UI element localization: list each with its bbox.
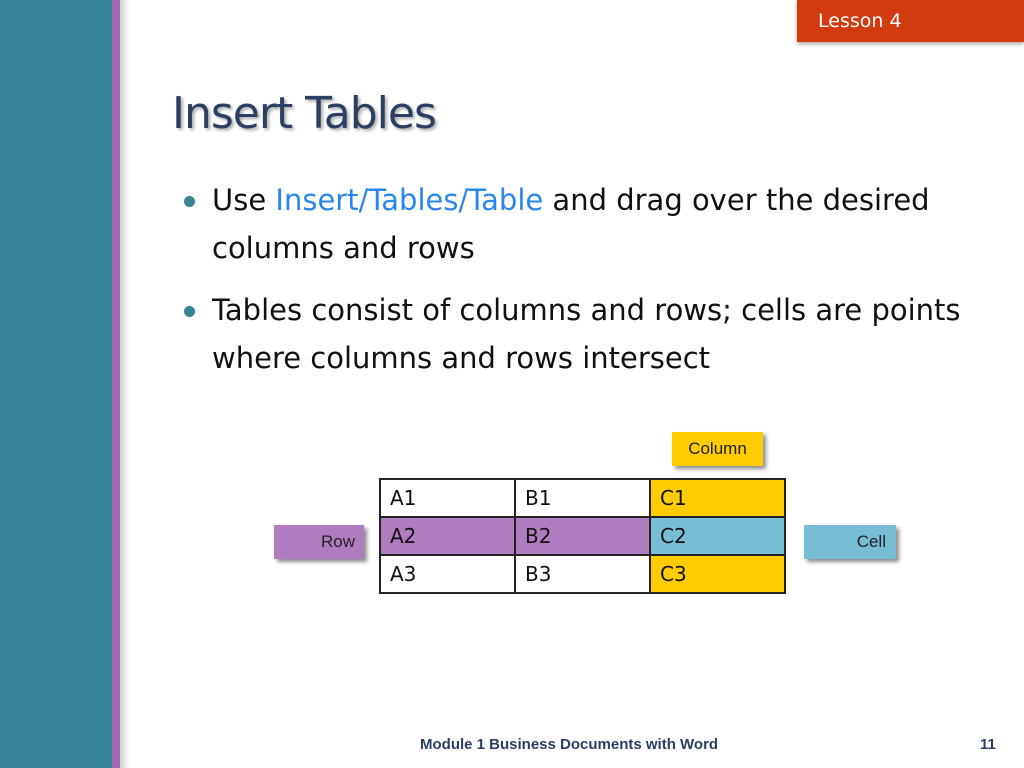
bullet-icon bbox=[184, 196, 195, 207]
bullet-list bbox=[184, 176, 1004, 396]
table-cell-a1: A1 bbox=[380, 479, 515, 517]
table-row bbox=[380, 555, 785, 593]
bullet-icon bbox=[184, 306, 195, 317]
table-cell-b2: B2 bbox=[515, 517, 650, 555]
table-cell-c1: C1 bbox=[650, 479, 785, 517]
column-callout: Column bbox=[672, 432, 763, 466]
sidebar-shadow bbox=[120, 0, 130, 768]
table-cell-a2: A2 bbox=[380, 517, 515, 555]
table-row bbox=[380, 517, 785, 555]
page-number: 11 bbox=[980, 736, 996, 753]
lesson-tab: Lesson 4 bbox=[797, 0, 1024, 42]
row-callout: Row bbox=[274, 525, 364, 559]
table-cell-a3: A3 bbox=[380, 555, 515, 593]
slide-title: Insert Tables bbox=[172, 88, 436, 139]
bullet-item bbox=[184, 176, 1004, 272]
footer-module-title: Module 1 Business Documents with Word bbox=[420, 736, 719, 753]
table-cell-c3: C3 bbox=[650, 555, 785, 593]
table-cell-b1: B1 bbox=[515, 479, 650, 517]
table-cell-c2: C2 bbox=[650, 517, 785, 555]
sidebar-band bbox=[0, 0, 112, 768]
cell-callout: Cell bbox=[804, 525, 896, 559]
example-table bbox=[379, 478, 786, 594]
table-row bbox=[380, 479, 785, 517]
table-cell-b3: B3 bbox=[515, 555, 650, 593]
bullet-text-post: and drag over the desired columns and rows bbox=[212, 183, 930, 265]
bullet-item bbox=[184, 286, 1004, 382]
bullet-text-pre: Use bbox=[212, 183, 276, 217]
bullet-text: Tables consist of columns and rows; cells are points where columns and rows intersect bbox=[212, 293, 961, 375]
menu-path-highlight: Insert/Tables/Table bbox=[275, 183, 544, 217]
sidebar-accent-stripe bbox=[112, 0, 120, 768]
